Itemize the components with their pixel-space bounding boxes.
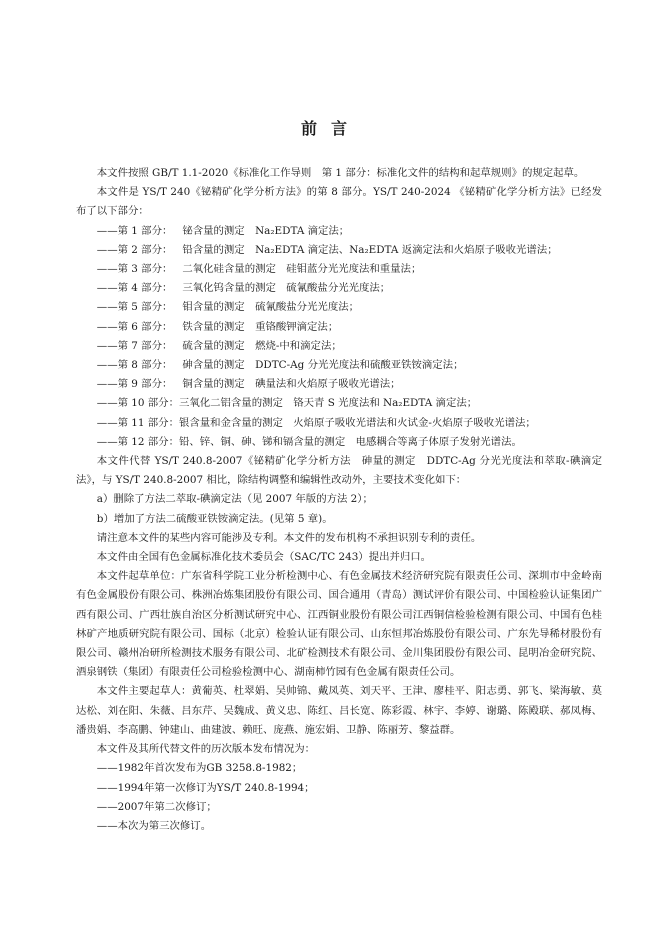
list-item: [76, 318, 602, 337]
page-title: 前言: [300, 119, 361, 138]
replace-paragraph: 本文件代替 YS/T 240.8-2007《铋精矿化学分析方法 砷量的测定 DDTC-Ag 分光光度法和萃取-碘滴定法》，与 YS/T 240.8-2007 相比，除结构调整和编辑性改动外，主要技术变化如下：: [76, 455, 602, 487]
part-title: 钼含量的测定 硫氰酸盐分光光度法；: [182, 301, 359, 314]
part-number: 第 12 部分：: [117, 435, 179, 448]
change-item: a）删除了方法二萃取-碘滴定法（见 2007 年版的方法 2）；: [96, 493, 373, 506]
list-item: ——1994年第一次修订为YS/T 240.8-1994；: [96, 781, 315, 794]
part-number: 第 10 部分：: [117, 397, 179, 410]
list-item: [76, 260, 602, 279]
part-title: 铅、锌、铜、砷、锑和镉含量的测定 电感耦合等离子体原子发射光谱法。: [178, 435, 522, 448]
list-dash: ——: [96, 378, 118, 391]
list-item: [76, 375, 602, 394]
parts-list: [76, 222, 602, 452]
list-dash: ——: [96, 301, 118, 314]
part-number: 第 7 部分：: [117, 339, 173, 352]
list-dash: ——: [96, 224, 118, 237]
list-dash: ——: [96, 243, 118, 256]
part-number: 第 9 部分：: [117, 378, 173, 391]
list-item: [76, 414, 602, 433]
list-item: [76, 433, 602, 452]
list-item: [76, 222, 602, 241]
drafting-units-paragraph: 本文件起草单位：广东省科学院工业分析检测中心、有色金属技术经济研究院有限责任公司、深圳市中金岭南有色金属股份有限公司、株洲冶炼集团股份有限公司、国合通用（青岛）测试评价有限公司、中国检验认证集团广西有限公司、广西壮族自治区分析测试研究中心、江西铜业股份有限公司江西铜信检验检测有限公司、中国有色桂林矿产地质研究院有限公司、国标（北京）检验认证有限公司、山东恒邦冶炼股份有限公司、广东先导稀材股份有限公司、赣州冶研所检测技术服务有限公司、北矿检测技术有限公司、金川集团股份有限公司、昆明冶金研究院、酒泉钢铁（集团）有限责任公司检验检测中心、湖南柿竹园有色金属有限责任公司。: [76, 570, 602, 679]
part-number: 第 8 部分：: [117, 359, 173, 372]
part-title: 三氧化钨含量的测定 硫氰酸盐分光光度法；: [182, 282, 391, 295]
patent-paragraph: 请注意本文件的某些内容可能涉及专利。本文件的发布机构不承担识别专利的责任。: [96, 531, 482, 544]
list-item: ——2007年第二次修订；: [96, 800, 217, 813]
part-number: 第 4 部分：: [117, 282, 173, 295]
part-title: 铅含量的测定 Na₂EDTA 滴定法、Na₂EDTA 返滴定法和火焰原子吸收光谱法；: [182, 243, 558, 256]
part-number: 第 6 部分：: [117, 320, 173, 333]
part-title: 铜含量的测定 碘量法和火焰原子吸收光谱法；: [182, 378, 401, 391]
list-item: ——1982年首次发布为GB 3258.8-1982；: [96, 762, 303, 775]
list-item: [76, 356, 602, 375]
list-dash: ——: [96, 435, 118, 448]
list-item: [76, 337, 602, 356]
part-number: 第 1 部分：: [117, 224, 173, 237]
part-title: 三氧化二铝含量的测定 铬天青 S 光度法和 Na₂EDTA 滴定法；: [178, 397, 478, 410]
part-title: 铁含量的测定 重铬酸钾滴定法；: [182, 320, 339, 333]
history-intro: 本文件及其所代替文件的历次版本发布情况为：: [96, 743, 315, 756]
part-number: 第 11 部分：: [117, 416, 179, 429]
part-number: 第 3 部分：: [117, 263, 173, 276]
list-dash: ——: [96, 263, 118, 276]
proposer-paragraph: 本文件由全国有色金属标准化技术委员会（SAC/TC 243）提出并归口。: [96, 551, 432, 564]
document-body: [76, 164, 602, 836]
list-item: [76, 279, 602, 298]
change-item: b）增加了方法二硫酸亚铁铵滴定法。(见第 5 章)。: [96, 512, 333, 525]
list-dash: ——: [96, 282, 118, 295]
list-item: [76, 298, 602, 317]
part-number: 第 2 部分：: [117, 243, 173, 256]
list-dash: ——: [96, 339, 118, 352]
list-dash: ——: [96, 416, 118, 429]
list-dash: ——: [96, 397, 118, 410]
part-title: 硫含量的测定 燃烧-中和滴定法；: [182, 339, 342, 352]
part-title: 铋含量的测定 Na₂EDTA 滴定法；: [182, 224, 350, 237]
list-dash: ——: [96, 320, 118, 333]
intro-paragraph: 本文件按照 GB/T 1.1-2020《标准化工作导则 第 1 部分：标准化文件的结构和起草规则》的规定起草。: [96, 167, 585, 179]
part-title: 砷含量的测定 DDTC-Ag 分光光度法和硫酸亚铁铵滴定法；: [182, 359, 464, 372]
series-paragraph: 本文件是 YS/T 240《铋精矿化学分析方法》的第 8 部分。YS/T 240-2024 《铋精矿化学分析方法》已经发布了以下部分：: [76, 186, 602, 218]
part-number: 第 5 部分：: [117, 301, 173, 314]
part-title: 二氧化硅含量的测定 硅钼蓝分光光度法和重量法；: [182, 263, 422, 276]
list-item: ——本次为第三次修订。: [96, 819, 212, 832]
drafters-paragraph: 本文件主要起草人：黄葡英、杜翠娟、吴帅锦、戴凤英、刘天平、王津、廖桂平、阳志勇、郭飞、梁海敏、莫达松、刘在阳、朱薇、吕东芹、吴魏成、黄义忠、陈红、吕长宽、陈彩霞、林宇、李婷、谢璐、陈殿联、郝凤梅、潘贵娟、李高鹏、钟建山、曲建波、赖旺、庞燕、施宏娟、卫静、陈丽芳、黎益群。: [76, 685, 602, 736]
part-title: 银含量和金含量的测定 火焰原子吸收光谱法和火试金-火焰原子吸收光谱法；: [178, 416, 536, 429]
list-item: [76, 241, 602, 260]
history-list: [76, 759, 602, 836]
list-dash: ——: [96, 359, 118, 372]
list-item: [76, 394, 602, 413]
